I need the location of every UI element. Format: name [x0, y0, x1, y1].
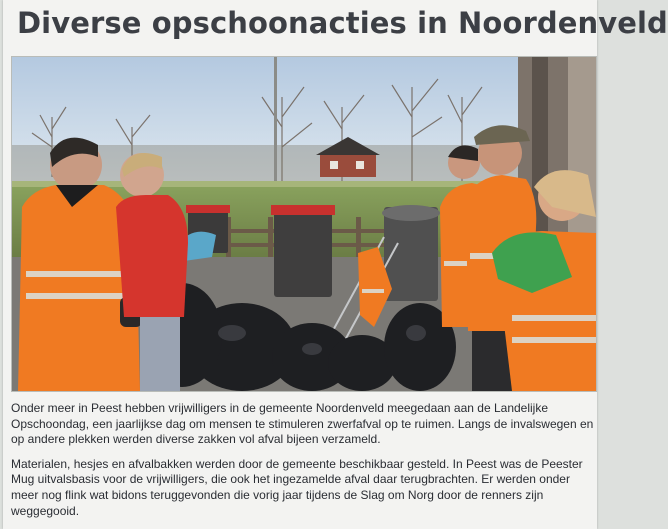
article-photo — [11, 56, 597, 392]
article-body — [11, 401, 595, 528]
article-paragraph: Materialen, hesjes en afvalbakken werden door de gemeente beschikbaar gesteld. In Peest was de Peester Mug uitvalsbasis voor de vrijwilligers, die ook het ingezamelde afval daar terugbrachten. Er werden onder meer nog flink wat bidons teruggevonden die vorig jaar tijdens de Slag om Norg door de renners zijn weggegooid. — [11, 456, 583, 518]
article-headline: Diverse opschoonacties in Noordenveld — [17, 6, 668, 40]
newspaper-clipping — [3, 0, 668, 529]
article-paragraph: Onder meer in Peest hebben vrijwilligers in de gemeente Noordenveld meegedaan aan de Landelijke Opschoondag, een jaarlijkse dag om mensen te stimuleren zwerfafval op te ruimen. Langs de invalswegen en op andere plekken werden diverse zakken vol afval bijeen verzameld. — [11, 401, 594, 447]
